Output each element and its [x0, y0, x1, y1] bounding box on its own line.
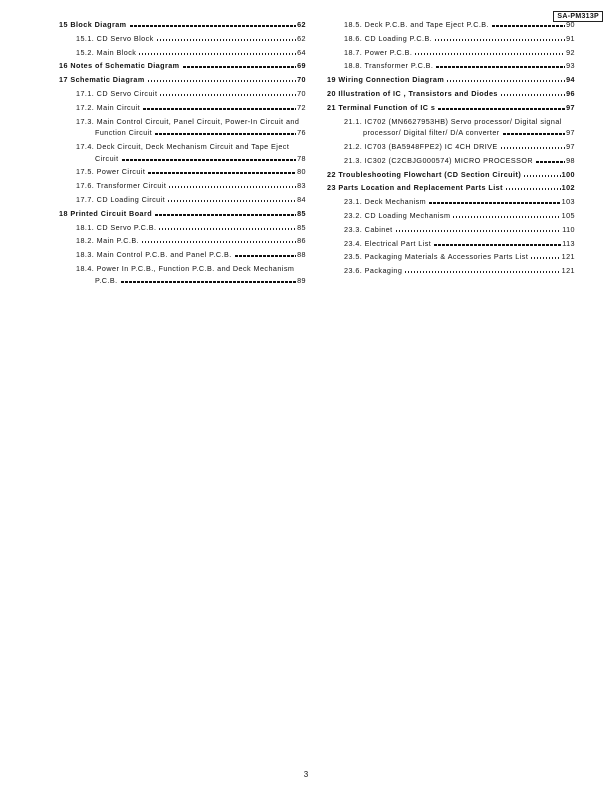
- toc-entry-label: 20 Illustration of IC , Transistors and Diodes: [327, 88, 498, 98]
- toc-entry[interactable]: [327, 20, 575, 29]
- toc-page-number: 97: [566, 102, 575, 112]
- toc-page-number: 62: [297, 33, 306, 43]
- toc-page-number: 103: [561, 197, 575, 207]
- dot-leader: [148, 172, 296, 174]
- toc-entry[interactable]: [327, 34, 575, 43]
- toc-entry[interactable]: [59, 236, 306, 245]
- dot-leader: [405, 271, 560, 273]
- dot-leader: [168, 200, 296, 202]
- toc-entry[interactable]: [59, 250, 306, 259]
- toc-entry-label: 18.7. Power P.C.B.: [344, 47, 413, 57]
- toc-page-number: 96: [566, 88, 575, 98]
- toc-page-number: 100: [561, 169, 575, 179]
- toc-page-number: 64: [297, 47, 306, 57]
- toc-entry-label: 21.3. IC302 (C2CBJG000574) MICRO PROCESSOR: [344, 155, 534, 165]
- toc-page-number: 70: [297, 88, 306, 98]
- dot-leader: [155, 214, 296, 216]
- dot-leader: [142, 241, 296, 243]
- dot-leader: [506, 188, 561, 190]
- dot-leader: [429, 202, 561, 204]
- toc-entry-label: 21.2. IC703 (BA5948FPE2) IC 4CH DRIVE: [344, 141, 498, 151]
- toc-entry[interactable]: [59, 181, 306, 190]
- dot-leader: [434, 244, 561, 246]
- toc-page-number: 62: [297, 20, 306, 29]
- dot-leader: [130, 25, 297, 27]
- toc-entry-label: 17.5. Power Circuit: [76, 167, 146, 177]
- toc-entry[interactable]: [59, 128, 306, 137]
- toc-entry-label: 18.5. Deck P.C.B. and Tape Eject P.C.B.: [344, 20, 490, 29]
- toc-section-heading[interactable]: [327, 75, 575, 84]
- toc-section-heading[interactable]: [59, 209, 306, 218]
- toc-entry[interactable]: [59, 89, 306, 98]
- toc-entry-label: 15.1. CD Servo Block: [76, 33, 154, 43]
- dot-leader: [143, 108, 296, 110]
- toc-page-number: 78: [297, 153, 306, 163]
- dot-leader: [121, 281, 297, 283]
- toc-entry[interactable]: [327, 239, 575, 248]
- toc-entry-label: 18.4. Power In P.C.B., Function P.C.B. and Deck Mechanism: [76, 263, 295, 273]
- toc-entry[interactable]: [327, 142, 575, 151]
- toc-entry-label: 18.3. Main Control P.C.B. and Panel P.C.B.: [76, 250, 232, 260]
- toc-entry-label: 18.6. CD Loading P.C.B.: [344, 33, 433, 43]
- toc-entry[interactable]: [327, 197, 575, 206]
- toc-page-number: 85: [297, 222, 306, 232]
- toc-entry-label: 17.2. Main Circuit: [76, 102, 141, 112]
- dot-leader: [524, 175, 560, 177]
- dot-leader: [139, 53, 296, 55]
- toc-entry-label: 23 Parts Location and Replacement Parts List: [327, 183, 503, 193]
- toc-section-heading[interactable]: [59, 61, 306, 70]
- toc-entry[interactable]: [59, 154, 306, 163]
- toc-entry[interactable]: [59, 48, 306, 57]
- toc-entry-label: 21 Terminal Function of IC s: [327, 102, 436, 112]
- toc-page-number: 86: [297, 236, 306, 246]
- toc-entry-label-continued: P.C.B.: [95, 275, 118, 285]
- dot-leader: [169, 186, 296, 188]
- toc-entry-label: 18.2. Main P.C.B.: [76, 236, 140, 246]
- toc-entry-label: 17 Schematic Diagram: [59, 75, 145, 85]
- toc-page-number: 110: [562, 224, 575, 234]
- toc-entry-label: 15.2. Main Block: [76, 47, 137, 57]
- toc-entry-label: 23.1. Deck Mechanism: [344, 197, 427, 207]
- toc-section-heading[interactable]: [327, 103, 575, 112]
- toc-page-number: 121: [561, 266, 575, 276]
- toc-page-number: 89: [297, 275, 306, 285]
- toc-entry[interactable]: [59, 223, 306, 232]
- toc-entry[interactable]: [327, 211, 575, 220]
- dot-leader: [122, 159, 297, 161]
- toc-section-heading[interactable]: [327, 89, 575, 98]
- dot-leader: [148, 80, 296, 82]
- toc-entry[interactable]: [327, 252, 575, 261]
- toc-page-number: 92: [566, 47, 575, 57]
- dot-leader: [415, 53, 565, 55]
- toc-page-number: 94: [566, 75, 575, 85]
- toc-section-heading[interactable]: [59, 20, 306, 29]
- toc-entry-label: 18.8. Transformer P.C.B.: [344, 61, 434, 71]
- toc-entry-label-continued: processor/ Digital filter/ D/A converter: [363, 128, 500, 138]
- toc-entry-label: 18 Printed Circuit Board: [59, 208, 153, 218]
- dot-leader: [235, 255, 296, 257]
- dot-leader: [453, 216, 560, 218]
- toc-page-number: 121: [561, 252, 575, 262]
- toc-entry-label: 23.4. Electrical Part List: [344, 238, 432, 248]
- dot-leader: [501, 94, 565, 96]
- toc-entry-line: [59, 264, 306, 273]
- toc-entry[interactable]: [327, 128, 575, 137]
- toc-entry-line: [327, 117, 575, 126]
- toc-page-number: 80: [297, 167, 306, 177]
- dot-leader: [159, 228, 296, 230]
- toc-entry-label: 23.5. Packaging Materials & Accessories Parts List: [344, 252, 529, 262]
- dot-leader: [536, 161, 565, 163]
- toc-entry-label: 23.2. CD Loading Mechanism: [344, 210, 451, 220]
- dot-leader: [501, 147, 565, 149]
- toc-page-number: 93: [566, 61, 575, 71]
- dot-leader: [183, 66, 297, 68]
- toc-page-number: 98: [566, 155, 575, 165]
- toc-page-number: 97: [566, 128, 575, 138]
- toc-entry[interactable]: [327, 225, 575, 234]
- toc-entry[interactable]: [59, 167, 306, 176]
- toc-page-number: 76: [297, 128, 306, 138]
- model-tag: SA-PM313P: [553, 11, 603, 22]
- toc-section-heading[interactable]: [59, 75, 306, 84]
- toc-entry[interactable]: [59, 276, 306, 285]
- toc-entry-label: 17.3. Main Control Circuit, Panel Circuit, Power-In Circuit and: [76, 116, 300, 126]
- dot-leader: [155, 133, 296, 135]
- toc-entry-label: 17.1. CD Servo Circuit: [76, 88, 158, 98]
- toc-entry-label: 18.1. CD Servo P.C.B.: [76, 222, 157, 232]
- toc-entry-label: 22 Troubleshooting Flowchart (CD Section Circuit): [327, 169, 522, 179]
- toc-entry-label-continued: Circuit: [95, 153, 119, 163]
- dot-leader: [492, 25, 565, 27]
- toc-entry[interactable]: [327, 48, 575, 57]
- toc-page-number: 69: [297, 61, 306, 71]
- toc-left-column: [59, 20, 306, 289]
- toc-entry[interactable]: [59, 103, 306, 112]
- dot-leader: [435, 39, 565, 41]
- toc-right-column: [327, 20, 575, 280]
- dot-leader: [447, 80, 565, 82]
- toc-page-number: 84: [297, 194, 306, 204]
- dot-leader: [531, 257, 560, 259]
- toc-entry-line: [59, 117, 306, 126]
- toc-entry-label: 16 Notes of Schematic Diagram: [59, 61, 180, 71]
- toc-entry[interactable]: [327, 156, 575, 165]
- dot-leader: [438, 108, 565, 110]
- toc-page-number: 113: [562, 238, 575, 248]
- toc-page-number: 83: [297, 181, 306, 191]
- dot-leader: [396, 230, 562, 232]
- toc-entry-label: 15 Block Diagram: [59, 20, 127, 29]
- toc-entry[interactable]: [59, 34, 306, 43]
- toc-entry-label: 23.3. Cabinet: [344, 224, 393, 234]
- toc-entry-label: 17.4. Deck Circuit, Deck Mechanism Circuit and Tape Eject: [76, 141, 290, 151]
- toc-page-number: 91: [566, 33, 575, 43]
- toc-entry-label-continued: Function Circuit: [95, 128, 153, 138]
- page-number: 3: [303, 770, 309, 779]
- dot-leader: [160, 94, 296, 96]
- toc-entry-label: 23.6. Packaging: [344, 266, 403, 276]
- dot-leader: [157, 39, 296, 41]
- toc-page-number: 97: [566, 141, 575, 151]
- toc-page-number: 102: [561, 183, 575, 193]
- toc-entry-label: 17.6. Transformer Circuit: [76, 181, 167, 191]
- dot-leader: [436, 66, 565, 68]
- toc-entry[interactable]: [327, 61, 575, 70]
- toc-page-number: 85: [297, 208, 306, 218]
- toc-entry-label: 21.1. IC702 (MN6627953HB) Servo processor/ Digital signal: [344, 116, 562, 126]
- toc-entry-line: [59, 142, 306, 151]
- toc-entry[interactable]: [327, 266, 575, 275]
- toc-page-number: 72: [297, 102, 306, 112]
- toc-section-heading[interactable]: [327, 183, 575, 192]
- dot-leader: [503, 133, 565, 135]
- toc-entry-label: 19 Wiring Connection Diagram: [327, 75, 445, 85]
- toc-entry-label: 17.7. CD Loading Circuit: [76, 194, 166, 204]
- toc-entry[interactable]: [59, 195, 306, 204]
- toc-page-number: 70: [297, 75, 306, 85]
- toc-page-number: 88: [297, 250, 306, 260]
- toc-page-number: 90: [566, 20, 575, 29]
- toc-page-number: 105: [561, 210, 575, 220]
- toc-section-heading[interactable]: [327, 170, 575, 179]
